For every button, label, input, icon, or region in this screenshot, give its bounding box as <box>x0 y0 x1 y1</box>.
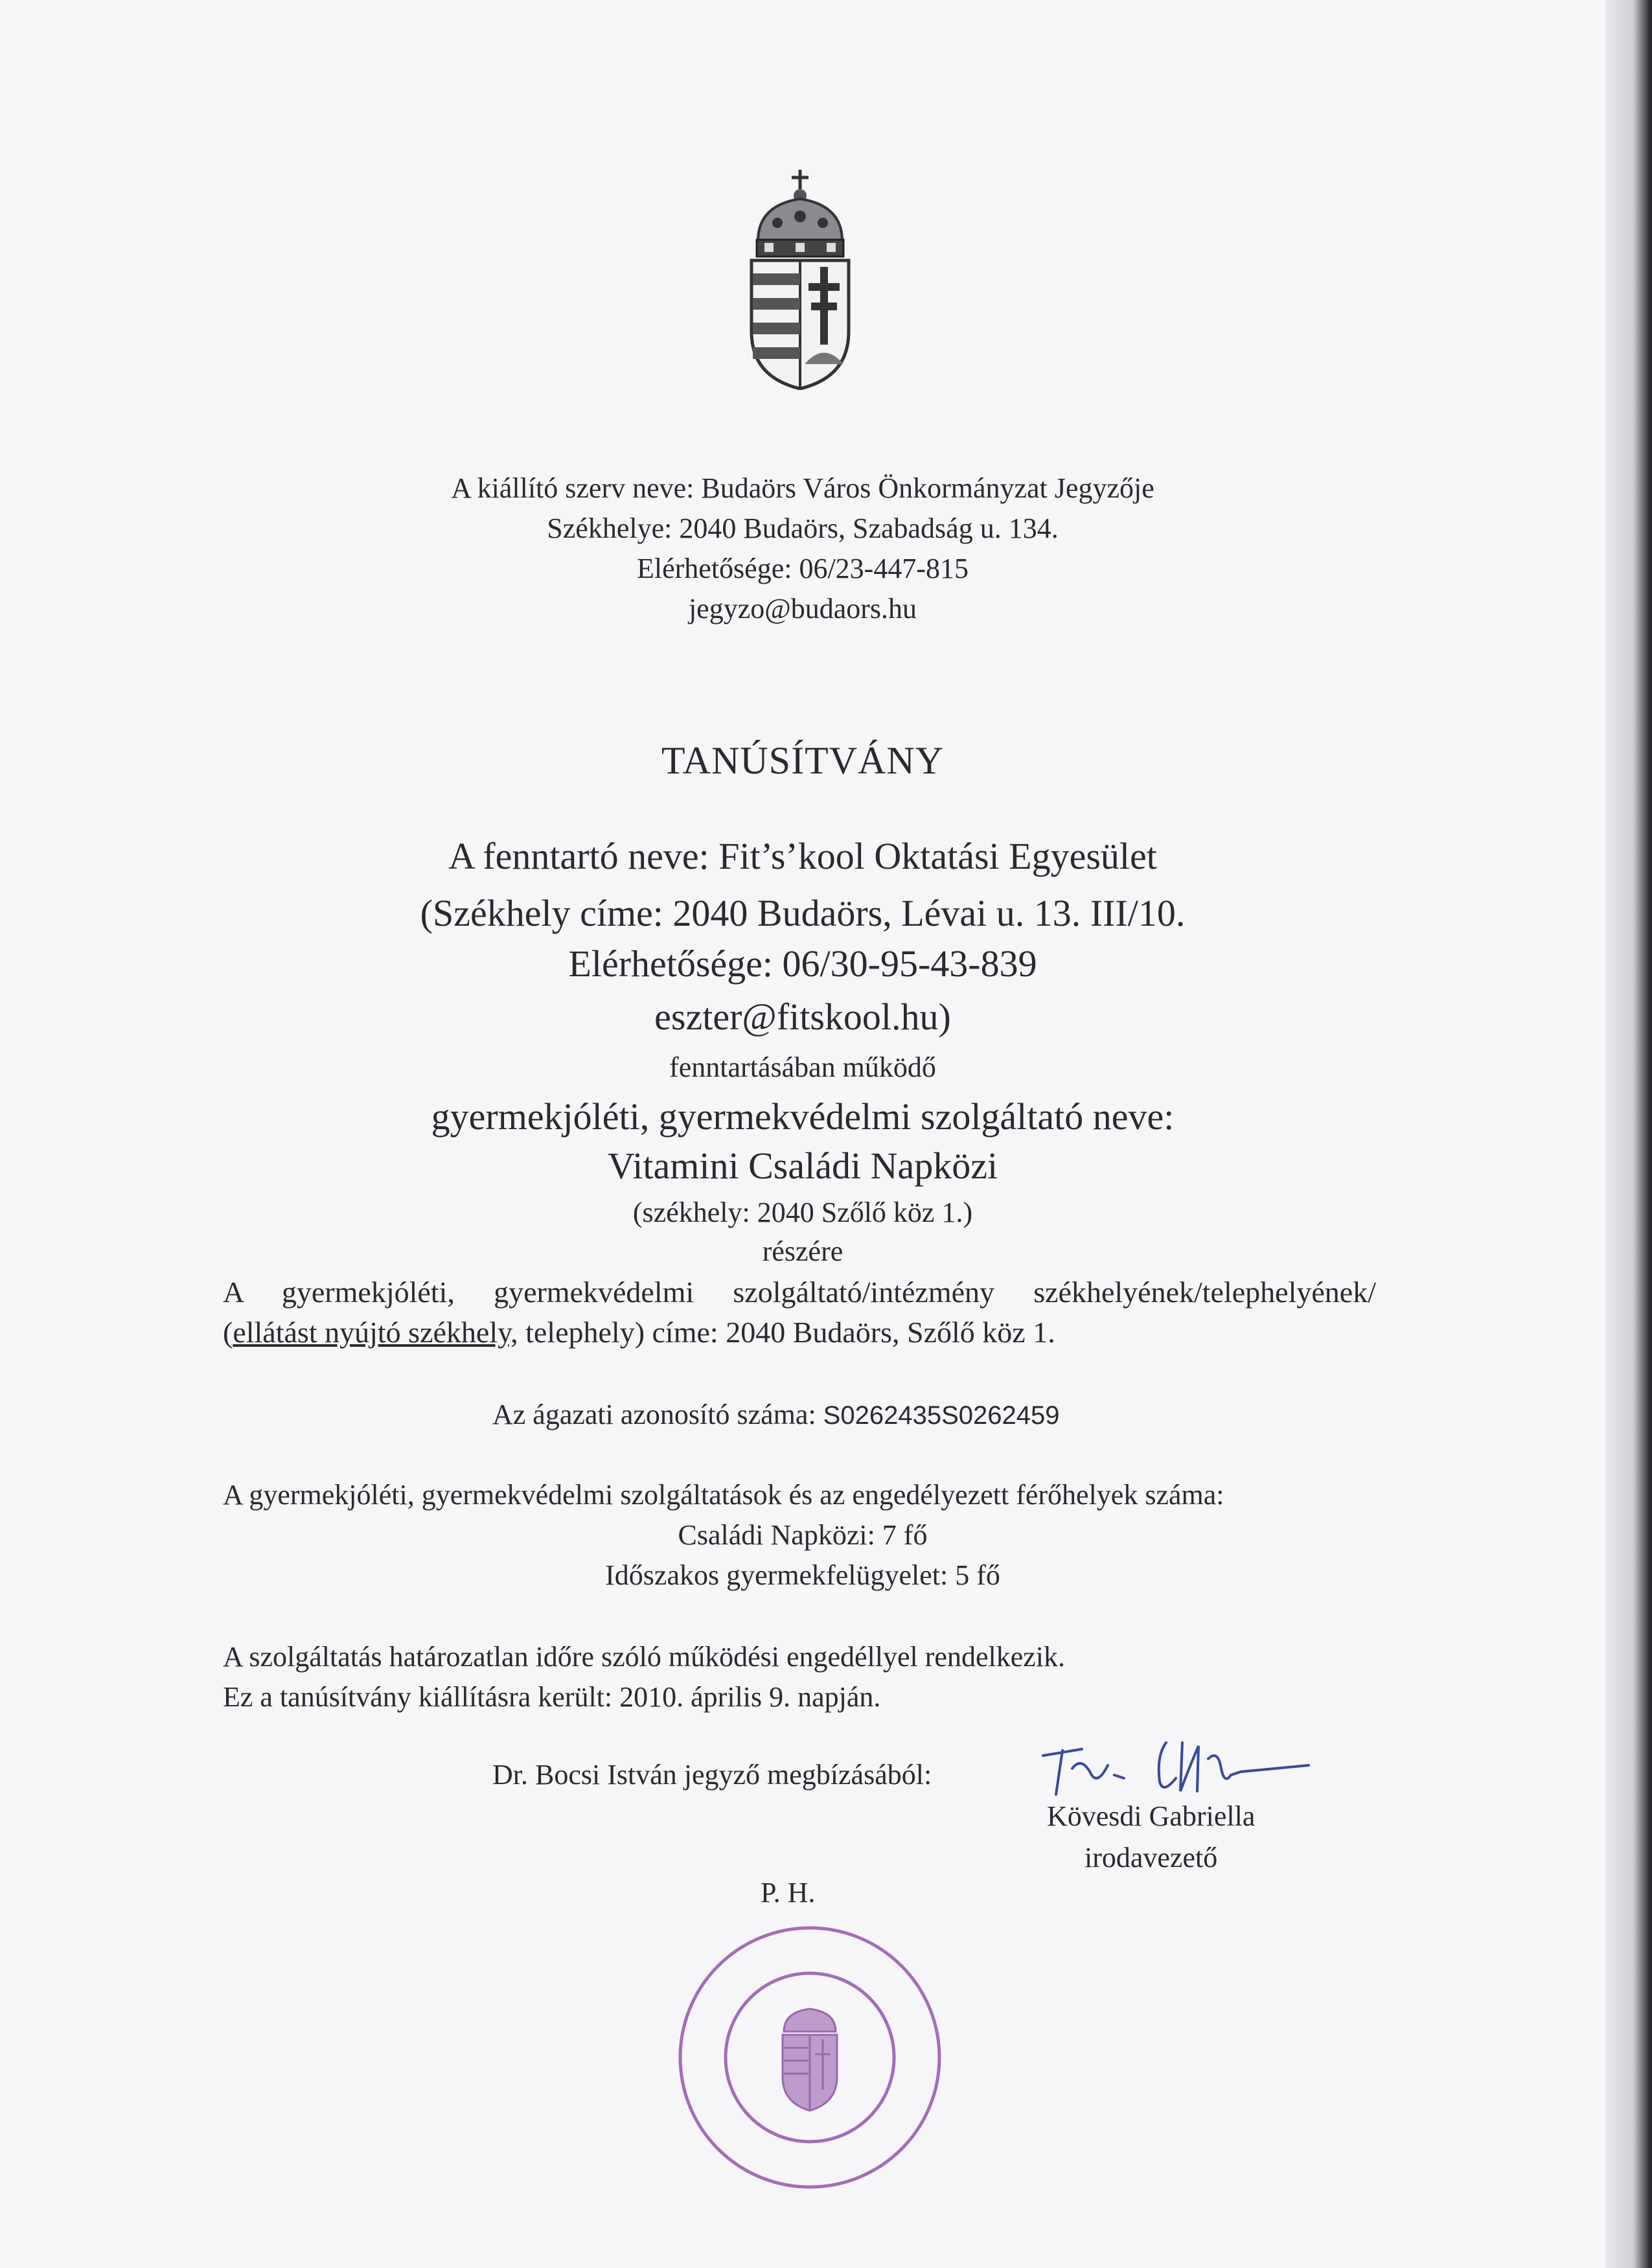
handwritten-signature <box>1037 1730 1315 1801</box>
maintainer-name-line: A fenntartó neve: Fit’s’kool Oktatási Egyesület <box>448 835 1157 877</box>
address-line-1: A gyermekjóléti, gyermekvédelmi szolgáltató/intézmény székhelyének/telephelyének/ <box>223 1276 1376 1309</box>
issuer-phone-line: Elérhetősége: 06/23-447-815 <box>637 553 969 584</box>
provider-label: gyermekjóléti, gyermekvédelmi szolgáltató neve: <box>431 1095 1175 1138</box>
validity-line: A szolgáltatás határozatlan időre szóló működési engedéllyel rendelkezik. <box>223 1641 1065 1673</box>
official-stamp <box>674 1921 946 2194</box>
sector-id-label: Az ágazati azonosító száma: <box>492 1399 823 1430</box>
sector-id-value: S0262435S0262459 <box>823 1401 1060 1430</box>
maintainer-email-line: eszter@fitskool.hu) <box>654 996 951 1038</box>
services-heading: A gyermekjóléti, gyermekvédelmi szolgáltatások és az engedélyezett férőhelyek száma: <box>223 1479 1224 1511</box>
service-item: Családi Napközi: 7 fő <box>678 1519 928 1551</box>
for-text: részére <box>762 1235 843 1267</box>
address-line-2-rest: telephely) címe: 2040 Budaörs, Szőlő köz 1. <box>518 1316 1055 1349</box>
address-line-2 <box>223 1315 1055 1349</box>
on-behalf-text: Dr. Bocsi István jegyző megbízásából: <box>492 1759 932 1791</box>
ph-mark: P. H. <box>761 1877 816 1908</box>
issue-date-line: Ez a tanúsítvány kiállításra került: 2010. április 9. napján. <box>223 1681 881 1713</box>
signatory-name: Kövesdi Gabriella <box>1047 1800 1256 1832</box>
maintainer-seat-line: (Székhely címe: 2040 Budaörs, Lévai u. 13. III/10. <box>420 892 1186 934</box>
provider-name: Vitamini Családi Napközi <box>607 1145 998 1187</box>
address-paren-open: ( <box>223 1316 233 1349</box>
service-item: Időszakos gyermekfelügyelet: 5 fő <box>605 1559 1000 1591</box>
signatory-title: irodavezető <box>1084 1842 1218 1873</box>
issuer-name-line: A kiállító szerv neve: Budaörs Város Önkormányzat Jegyzője <box>451 472 1154 504</box>
page-edge-shadow <box>1605 0 1652 2268</box>
sector-id-line <box>492 1398 1059 1431</box>
coat-of-arms-emblem <box>745 170 855 390</box>
provider-seat: (székhely: 2040 Szőlő köz 1.) <box>632 1197 973 1228</box>
maintainer-phone-line: Elérhetősége: 06/30-95-43-839 <box>568 943 1037 985</box>
issuer-email-line: jegyzo@budaors.hu <box>688 593 917 624</box>
address-underlined-text: ellátást nyújtó székhely, <box>233 1316 518 1349</box>
operated-by-text: fenntartásában működő <box>669 1051 936 1083</box>
document-title: TANÚSÍTVÁNY <box>661 739 945 782</box>
issuer-seat-line: Székhelye: 2040 Budaörs, Szabadság u. 134. <box>547 512 1059 544</box>
